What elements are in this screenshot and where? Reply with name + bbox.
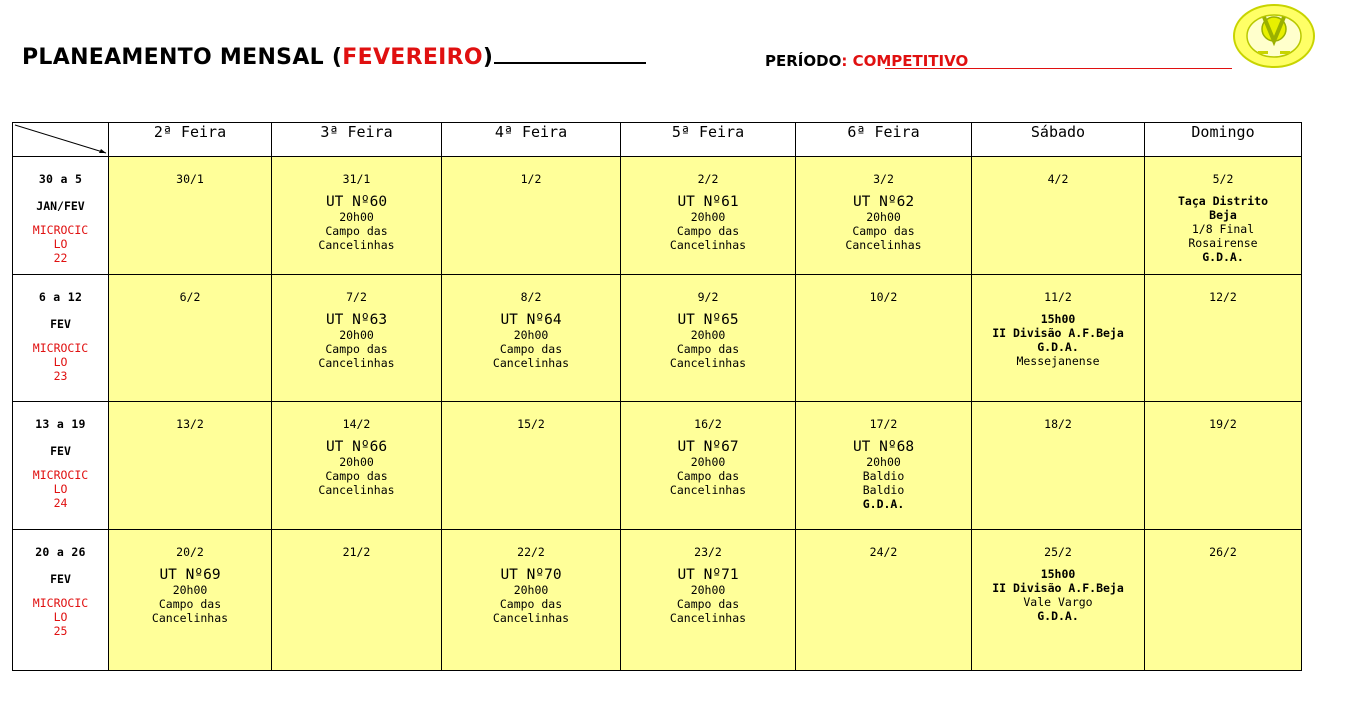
cell-info-line: Campo das — [676, 469, 740, 483]
cell-date: 2/2 — [697, 172, 719, 186]
cell-info-line: 20h00 — [690, 210, 726, 224]
training-unit: UT Nº63 — [325, 312, 388, 328]
day-cell — [621, 157, 796, 275]
cell-info-line: G.D.A. — [1037, 609, 1079, 623]
cell-date: 23/2 — [694, 545, 722, 559]
week-range: 30 a 5 — [38, 172, 83, 186]
week-label-cell — [13, 275, 109, 402]
training-unit: UT Nº66 — [325, 439, 388, 455]
cell-info-line: Baldio — [862, 483, 905, 497]
cell-info-line: Campo das — [676, 342, 740, 356]
training-unit: UT Nº60 — [325, 194, 388, 210]
week-label-cell — [13, 402, 109, 530]
cell-info-line: II Divisão A.F.Beja — [992, 326, 1124, 340]
cell-info-line: Cancelinhas — [318, 483, 395, 497]
day-cell — [972, 275, 1145, 402]
cell-date: 8/2 — [520, 290, 542, 304]
period-label: PERÍODO — [765, 52, 842, 70]
week-row — [13, 157, 1302, 275]
cell-date: 13/2 — [176, 417, 204, 431]
microcycle-text: LO — [53, 610, 68, 624]
microcycle-number: 23 — [53, 369, 68, 383]
training-unit: UT Nº64 — [500, 312, 562, 328]
cell-date: 30/1 — [176, 172, 204, 186]
day-cell — [796, 402, 972, 530]
training-unit: UT Nº65 — [677, 312, 739, 328]
microcycle-number: 25 — [53, 624, 68, 638]
title-underline — [494, 44, 646, 64]
cell-info-line: 20h00 — [866, 210, 901, 224]
week-label-cell — [13, 530, 109, 671]
cell-info-line: Baldio — [862, 469, 905, 483]
week-row — [13, 402, 1302, 530]
cell-info-line: Campo das — [499, 597, 563, 611]
cell-date: 31/1 — [342, 172, 371, 186]
day-cell — [972, 157, 1145, 275]
training-unit: UT Nº69 — [159, 567, 221, 583]
cell-info-line: Cancelinhas — [318, 356, 395, 370]
cell-info-line: Campo das — [676, 224, 740, 238]
cell-info-line: 20h00 — [339, 455, 374, 469]
cell-info-line: 20h00 — [690, 583, 726, 597]
week-range: 6 a 12 — [38, 290, 83, 304]
microcycle-number: 22 — [53, 251, 68, 265]
period-value: COMPETITIVO — [852, 52, 969, 70]
microcycle-label — [13, 223, 108, 265]
day-cell — [442, 157, 621, 275]
day-cell — [272, 530, 442, 671]
cell-info-line: Cancelinhas — [669, 611, 747, 625]
day-cell — [972, 402, 1145, 530]
cell-info-line: G.D.A. — [1037, 340, 1079, 354]
week-month: FEV — [50, 572, 71, 586]
cell-date: 21/2 — [342, 545, 371, 559]
period-underline — [885, 68, 1232, 69]
week-month: FEV — [50, 317, 71, 331]
period-colon: : — [841, 52, 853, 70]
cell-info-line: G.D.A. — [1202, 250, 1244, 264]
title-suffix: ) — [482, 45, 494, 70]
training-unit: UT Nº70 — [500, 567, 562, 583]
day-cell — [272, 275, 442, 402]
cell-info-line: 20h00 — [690, 455, 726, 469]
day-header: 4ª Feira — [442, 123, 621, 157]
cell-date: 26/2 — [1209, 545, 1237, 559]
day-header: 6ª Feira — [796, 123, 972, 157]
cell-date: 11/2 — [1044, 290, 1072, 304]
day-cell — [109, 530, 272, 671]
cell-info-line: 1/8 Final — [1191, 222, 1255, 236]
training-unit: UT Nº68 — [852, 439, 915, 455]
microcycle-label — [13, 596, 108, 638]
cell-date: 12/2 — [1209, 290, 1237, 304]
cell-date: 15/2 — [517, 417, 545, 431]
day-header: 5ª Feira — [621, 123, 796, 157]
club-logo-icon — [1232, 3, 1316, 69]
cell-date: 4/2 — [1047, 172, 1069, 186]
cell-info-line: Cancelinhas — [669, 356, 747, 370]
cell-date: 20/2 — [176, 545, 204, 559]
week-row — [13, 275, 1302, 402]
cell-date: 1/2 — [520, 172, 542, 186]
cell-date: 14/2 — [342, 417, 371, 431]
day-cell — [1145, 275, 1302, 402]
cell-date: 19/2 — [1209, 417, 1237, 431]
cell-date: 10/2 — [869, 290, 898, 304]
monthly-plan-table — [12, 122, 1302, 671]
cell-info-line: Campo das — [325, 469, 388, 483]
day-cell — [972, 530, 1145, 671]
day-cell — [442, 275, 621, 402]
cell-date: 22/2 — [517, 545, 545, 559]
cell-date: 9/2 — [697, 290, 719, 304]
training-unit: UT Nº67 — [677, 439, 739, 455]
cell-info-line: Campo das — [499, 342, 563, 356]
week-row — [13, 530, 1302, 671]
cell-info-line: Campo das — [325, 342, 388, 356]
day-cell — [1145, 157, 1302, 275]
cell-info-line: G.D.A. — [862, 497, 905, 511]
cell-info-line: 20h00 — [866, 455, 901, 469]
day-cell — [621, 275, 796, 402]
cell-date: 6/2 — [179, 290, 201, 304]
cell-date: 17/2 — [869, 417, 898, 431]
cell-date: 24/2 — [869, 545, 898, 559]
cell-info-line: Cancelinhas — [492, 611, 570, 625]
microcycle-label — [13, 468, 108, 510]
day-header: Sábado — [972, 123, 1145, 157]
day-cell — [796, 530, 972, 671]
cell-info-line: 15h00 — [1040, 312, 1076, 326]
microcycle-text: MICROCIC — [32, 223, 89, 237]
day-header: 3ª Feira — [272, 123, 442, 157]
day-header: 2ª Feira — [109, 123, 272, 157]
cell-info-line: Cancelinhas — [845, 238, 922, 252]
cell-info-line: 20h00 — [172, 583, 208, 597]
cell-date: 7/2 — [346, 290, 367, 304]
day-cell — [1145, 530, 1302, 671]
microcycle-text: MICROCIC — [32, 596, 89, 610]
training-unit: UT Nº71 — [677, 567, 739, 583]
cell-info-line: Cancelinhas — [318, 238, 395, 252]
training-unit: UT Nº61 — [677, 194, 739, 210]
microcycle-text: MICROCIC — [32, 341, 89, 355]
weeks-body — [13, 157, 1302, 671]
cell-date: 25/2 — [1044, 545, 1072, 559]
cell-info-line: Cancelinhas — [492, 356, 570, 370]
week-month: JAN/FEV — [36, 199, 85, 213]
microcycle-text: LO — [53, 355, 68, 369]
day-cell — [1145, 402, 1302, 530]
cell-info-line: 20h00 — [513, 583, 549, 597]
week-label-cell — [13, 157, 109, 275]
cell-info-line: Campo das — [158, 597, 222, 611]
cell-info-line: Campo das — [676, 597, 740, 611]
day-cell — [796, 157, 972, 275]
day-header: Domingo — [1145, 123, 1302, 157]
training-unit: UT Nº62 — [852, 194, 915, 210]
cell-info-line: Vale Vargo — [1023, 595, 1093, 609]
day-cell — [621, 530, 796, 671]
cell-date: 16/2 — [694, 417, 722, 431]
cell-info-line: Rosairense — [1188, 236, 1258, 250]
cell-date: 18/2 — [1044, 417, 1072, 431]
corner-cell — [13, 123, 109, 157]
day-cell — [442, 402, 621, 530]
cell-info-line: II Divisão A.F.Beja — [992, 581, 1124, 595]
title-month: FEVEREIRO — [342, 45, 483, 70]
cell-info-line: Campo das — [852, 224, 915, 238]
microcycle-number: 24 — [53, 496, 68, 510]
day-cell — [109, 157, 272, 275]
day-cell — [796, 275, 972, 402]
cell-info-line: 20h00 — [513, 328, 549, 342]
corner-diagonal-icon — [13, 123, 109, 157]
week-range: 20 a 26 — [35, 545, 86, 559]
day-cell — [272, 402, 442, 530]
cell-info-line: 15h00 — [1040, 567, 1076, 581]
microcycle-label — [13, 341, 108, 383]
cell-date: 3/2 — [873, 172, 894, 186]
cell-info-line: Cancelinhas — [669, 483, 747, 497]
microcycle-text: LO — [53, 237, 68, 251]
day-cell — [272, 157, 442, 275]
title-prefix: PLANEAMENTO MENSAL ( — [22, 45, 343, 70]
week-range: 13 a 19 — [35, 417, 86, 431]
day-cell — [109, 402, 272, 530]
cell-info-line: Campo das — [325, 224, 388, 238]
cell-date: 5/2 — [1212, 172, 1234, 186]
day-cell — [442, 530, 621, 671]
header-row — [13, 123, 1302, 157]
cell-info-line: 20h00 — [690, 328, 726, 342]
cell-info-line: Cancelinhas — [669, 238, 747, 252]
cell-info-line: Cancelinhas — [151, 611, 229, 625]
day-cell — [109, 275, 272, 402]
week-month: FEV — [50, 444, 71, 458]
cell-info-line: Messejanense — [1016, 354, 1100, 368]
cell-info-line: 20h00 — [339, 328, 374, 342]
cell-info-line: 20h00 — [339, 210, 374, 224]
day-cell — [621, 402, 796, 530]
cell-info-line: Taça Distrito — [1177, 194, 1268, 208]
microcycle-text: LO — [53, 482, 68, 496]
page-title — [22, 44, 646, 70]
microcycle-text: MICROCIC — [32, 468, 89, 482]
cell-info-line: Beja — [1209, 208, 1237, 222]
